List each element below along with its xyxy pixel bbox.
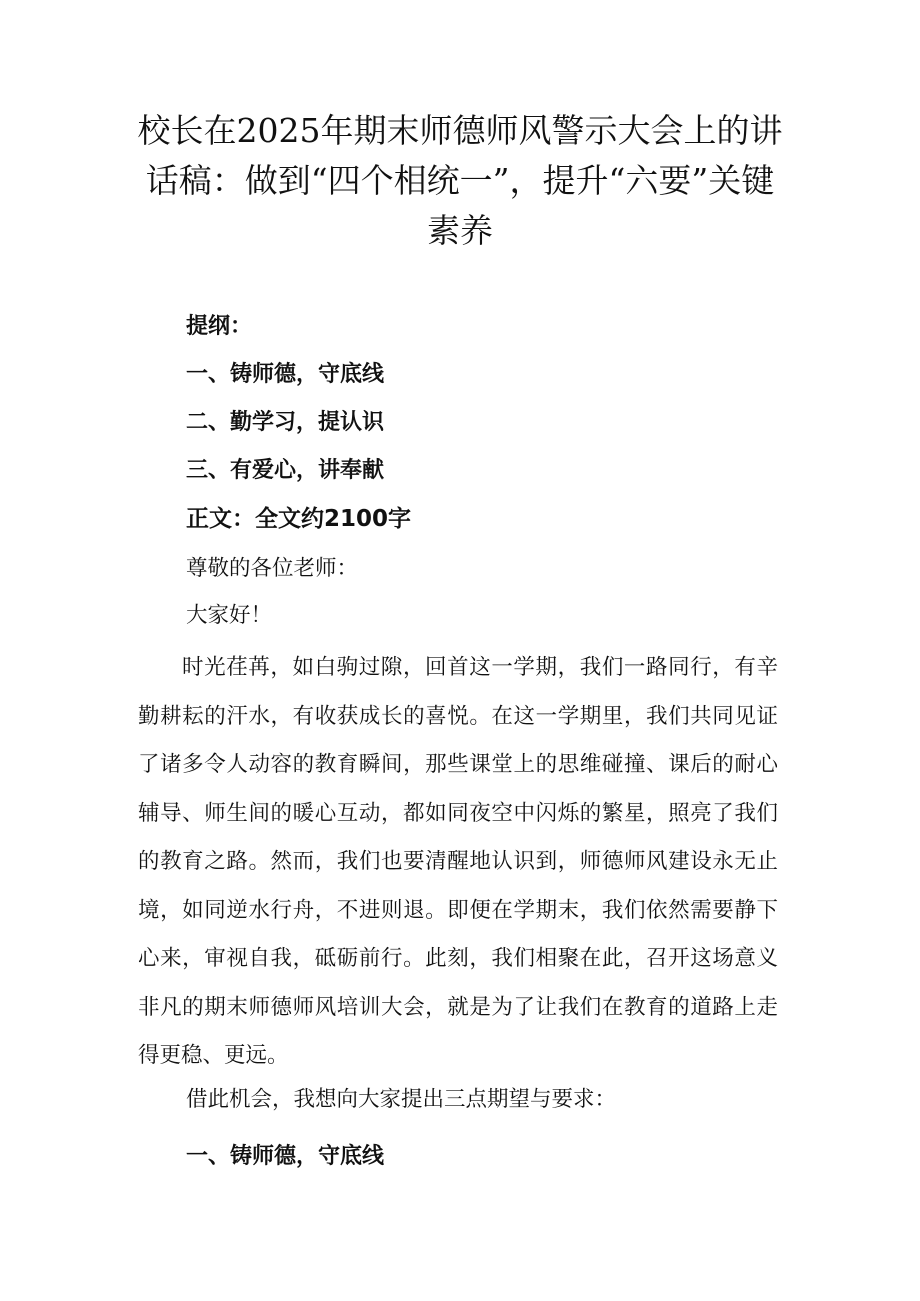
salutation: 大家好！ (186, 603, 273, 628)
greeting: 尊敬的各位老师： (186, 556, 359, 581)
body-label: 正文：全文约2100字 (186, 506, 412, 532)
section-heading-1: 一、铸师德，守底线 (186, 1144, 385, 1169)
outline-label: 提纲： (186, 314, 253, 339)
outline-item-1: 一、铸师德，守底线 (186, 362, 385, 387)
outline-item-2: 二、勤学习，提认识 (186, 410, 385, 435)
intro-sentence: 借此机会，我想向大家提出三点期望与要求： (186, 1087, 617, 1112)
body-paragraph-1: 时光荏苒，如白驹过隙，回首这一学期，我们一路同行，有辛勤耕耘的汗水，有收获成长的喜悦。在这一学期里，我们共同见证了诸多令人动容的教育瞬间，那些课堂上的思维碰撞、课后的耐心辅导、师生间的暖心互动，都如同夜空中闪烁的繁星，照亮了我们的教育之路。然而，我们也要清醒地认识到，师德师风建设永无止境，如同逆水行舟，不进则退。即便在学期末，我们依然需要静下心来，审视自我，砥砺前行。此刻，我们相聚在此，召开这场意义非凡的期末师德师风培训大会，就是为了让我们在教育的道路上走得更稳、更远。 (138, 655, 778, 1068)
document-title: 校长在2025年期末师德师风警示大会上的讲话稿：做到“四个相统一”，提升“六要”关键素养 (137, 111, 783, 250)
outline-item-3: 三、有爱心，讲奉献 (186, 458, 385, 483)
